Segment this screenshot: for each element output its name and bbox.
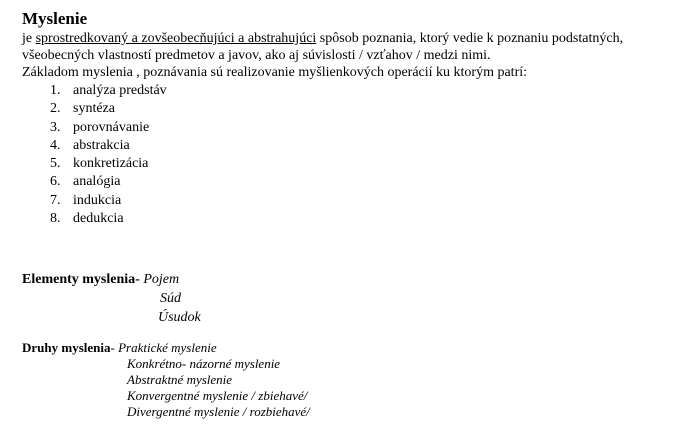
page-title: Myslenie <box>22 9 88 28</box>
list-item-number: 8. <box>50 211 61 227</box>
type-item: Konkrétno- názorné myslenie <box>127 356 281 371</box>
type-item: Divergentné myslenie / rozbiehavé/ <box>127 404 310 419</box>
list-item-label: analýza predstáv <box>73 83 167 98</box>
types-dash: - <box>110 340 119 355</box>
elements-dash: - <box>135 272 144 287</box>
elements-section <box>22 270 201 327</box>
list-item-number: 3. <box>50 119 61 135</box>
list-item-number: 4. <box>50 137 61 153</box>
list-item <box>22 100 662 118</box>
list-item <box>22 155 662 173</box>
document-body <box>22 8 662 419</box>
type-item: Konvergentné myslenie / zbiehavé/ <box>127 388 308 403</box>
list-item <box>22 210 662 228</box>
list-item-number: 6. <box>50 174 61 190</box>
definition-prefix: je <box>22 31 36 46</box>
types-label: Druhy myslenia <box>22 340 111 355</box>
list-item-label: indukcia <box>73 192 122 208</box>
definition-paragraph <box>22 30 662 64</box>
list-item-number: 5. <box>50 156 61 172</box>
element-item: Súd <box>160 291 181 306</box>
list-item-label: syntéza <box>73 101 115 117</box>
list-item-number: 1. <box>50 83 61 98</box>
types-section <box>22 340 310 420</box>
basis-paragraph: Základom myslenia , poznávania sú realizovanie myšlienkových operácií ku ktorým patrí: <box>22 65 528 80</box>
type-item: Abstraktné myslenie <box>127 372 233 387</box>
list-item-label: analógia <box>73 174 121 190</box>
list-item <box>22 119 662 137</box>
definition-underlined: sprostredkovaný a zovšeobecňujúci a abstrahujúci <box>35 31 317 46</box>
list-item <box>22 192 662 210</box>
list-item-label: dedukcia <box>73 211 124 227</box>
element-item: Pojem <box>143 272 180 287</box>
definition-rest: spôsob poznania, ktorý vedie k poznaniu podstatných, všeobecných vlastností predmetov a javov, ako aj súvislosti / vzťahov / medzi nimi. <box>22 31 624 63</box>
list-item <box>22 137 662 155</box>
type-item: Praktické myslenie <box>118 340 217 355</box>
list-item-label: konkretizácia <box>73 156 149 172</box>
list-item-number: 2. <box>50 101 61 117</box>
list-item-number: 7. <box>50 192 61 208</box>
list-item-label: abstrakcia <box>73 137 130 153</box>
list-item <box>22 82 662 100</box>
element-item: Úsudok <box>158 310 201 325</box>
elements-label: Elementy myslenia <box>22 272 136 287</box>
operations-list <box>22 82 662 228</box>
list-item <box>22 173 662 191</box>
list-item-label: porovnávanie <box>73 119 150 135</box>
